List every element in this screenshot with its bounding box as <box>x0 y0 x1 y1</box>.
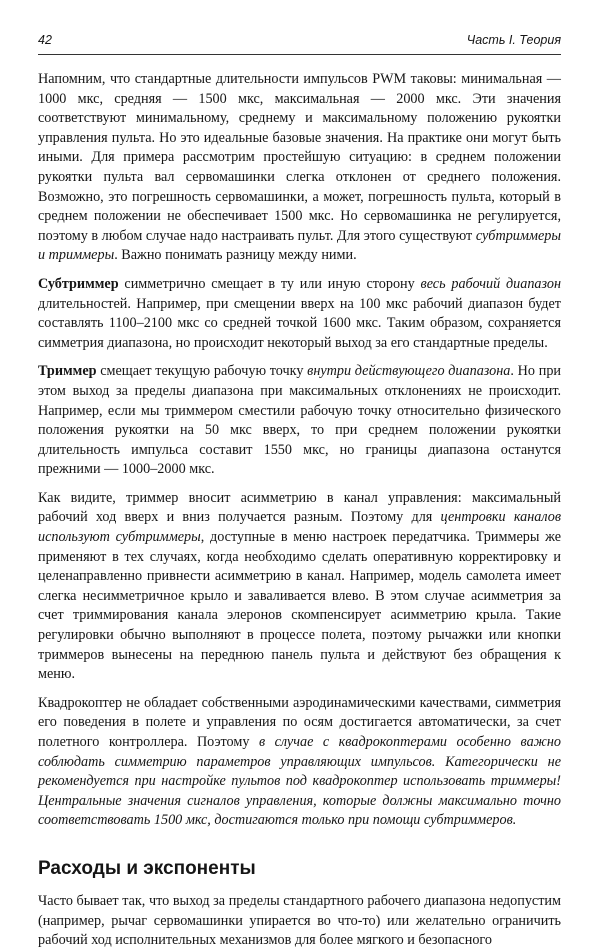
emphasis-inside-range: внутри действующего диапазона <box>307 363 511 380</box>
term-subtrimmer: Субтриммер <box>38 275 119 292</box>
running-title: Часть I. Теория <box>466 33 561 47</box>
page-number: 42 <box>38 33 52 47</box>
page-body <box>38 70 561 951</box>
paragraph-quadcopter: Квадрокоптер не обладает собственными аэродинамическими качествами, симметрия его поведения в полете и управления по осям достигается автоматически, за счет полетного контроллера. Поэтому в случае с квадрокоптерами особенно важно соблюдать симметрию параметров управляющих импульсов. Категорически не рекомендуется при настройке пультов под квадрокоптер использовать триммеры! Центральные значения сигналов управления, которые должны максимально точно соответствовать 1500 мкс, достигаются только при помощи субтриммеров. <box>38 694 561 829</box>
emphasis-subtrimmers-trimmers: субтриммеры и триммеры <box>38 227 561 264</box>
section-heading: Расходы и экспоненты <box>38 857 256 879</box>
paragraph-rates: Часто бывает так, что выход за пределы стандартного рабочего диапазона недопустим (например, рычаг сервомашинки упирается во что-то) или желательно ограничить рабочий ход исполнительных механизмов для более мягкого и безопасного <box>38 892 561 949</box>
emphasis-quadcopter-warning: в случае с квадрокоптерами особенно важно соблюдать симметрию параметров управляющих импульсов. Категорически не рекомендуется при настройке пультов под квадрокоптер использовать триммеры! Центральные значения сигналов управления, которые должны максимально точно соответствовать 1500 мкс, достигаются только при помощи субтриммеров. <box>38 734 561 829</box>
header-rule <box>38 54 561 55</box>
paragraph-pwm-values: Напомним, что стандартные длительности импульсов PWM таковы: минимальная — 1000 мкс, средняя — 1500 мкс, максимальная — 2000 мкс. Эти значения соответствуют минимальному, среднему и максимальному положению рукоятки управления пульта. Но это идеальные базовые значения. На практике они могут быть иными. Для примера рассмотрим простейшую ситуацию: в среднем положении рукоятки пульта вал сервомашинки слегка отклонен от среднего положения. Возможно, это погрешность сервомашинки, а может, погрешность пульта, который в среднем положении не обеспечивает 1500 мкс. Но сервомашинка не регулируется, поэтому в любом случае надо настраивать пульт. Для этого существуют субтриммеры и триммеры. Важно понимать разницу между ними. <box>38 71 561 264</box>
emphasis-channel-centering: центровки каналов используют субтриммеры <box>38 509 561 546</box>
paragraph-asymmetry: Как видите, триммер вносит асимметрию в канал управления: максимальный рабочий ход вверх и вниз получается разным. Поэтому для центровки каналов используют субтриммеры, доступные в меню настроек передатчика. Триммеры же применяют в тех случаях, когда необходимо сделать оперативную корректировку и целенаправленно привнести асимметрию в канал. Например, модель самолета имеет слегка несимметричное крыло и заваливается влево. В этом случае асимметрия за счет триммирования канала элеронов скомпенсирует асимметрию крыла. Такие регулировки обычно выполняют в процессе полета, поэтому рычажки или кнопки триммеров вынесены на переднюю панель пульта и действуют без обращения к меню. <box>38 489 561 683</box>
paragraph-trimmer: Триммер смещает текущую рабочую точку внутри действующего диапазона. Но при этом выход за пределы диапазона при максимальных отклонениях не происходит. Например, если мы триммером сместили рабочую точку относительно физического положения рукоятки на 50 мкс вверх, то при среднем положении рукоятки длительность импульса составит 1550 мкс, но границы диапазона останутся прежними — 1000–2000 мкс. <box>38 363 562 478</box>
term-trimmer: Триммер <box>38 363 97 380</box>
page-header <box>38 33 561 51</box>
paragraph-subtrimmer: Субтриммер симметрично смещает в ту или иную сторону весь рабочий диапазон длительностей. Например, при смещении вверх на 100 мкс рабочий диапазон будет составлять 1100–2100 мкс со средней точкой 1600 мкс. Таким образом, сохраняется симметрия диапазона, но происходит некоторый выход за его стандартные пределы. <box>38 275 561 351</box>
emphasis-whole-range: весь рабочий диапазон <box>420 275 561 292</box>
